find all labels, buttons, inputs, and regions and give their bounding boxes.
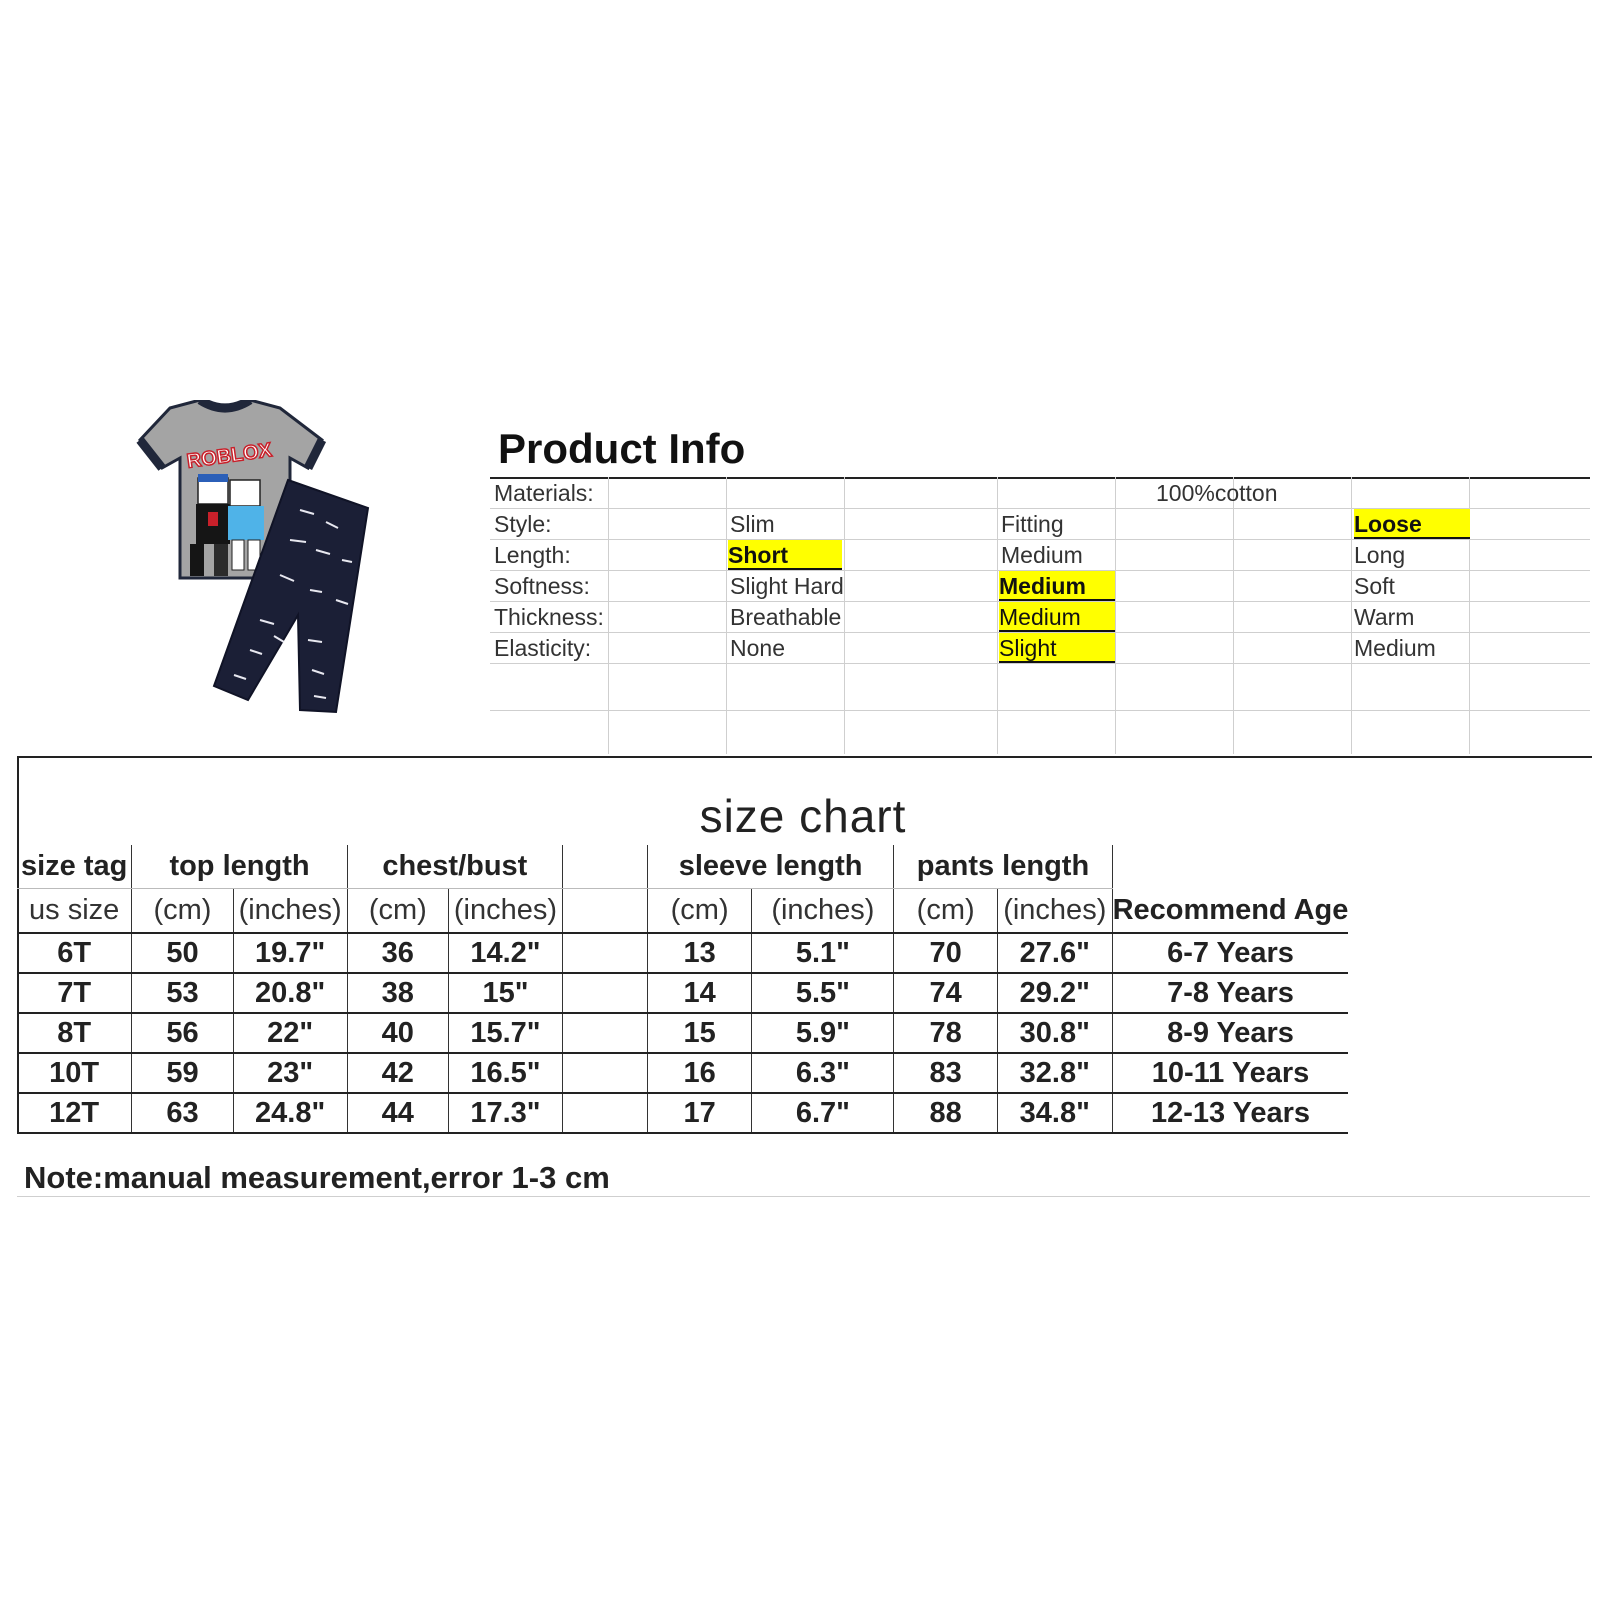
top-in-cell: 20.8" bbox=[233, 973, 347, 1013]
length-option-long: Long bbox=[1354, 542, 1406, 568]
note-divider bbox=[17, 1196, 1590, 1197]
unit-pants-cm: (cm) bbox=[894, 889, 998, 934]
unit-sleeve-cm: (cm) bbox=[647, 889, 752, 934]
sleeve-cm-cell: 14 bbox=[647, 973, 752, 1013]
materials-label: Materials: bbox=[494, 480, 594, 506]
header-pants-length: pants length bbox=[894, 845, 1112, 889]
pajama-set-image bbox=[130, 400, 390, 740]
chest-in-cell: 14.2" bbox=[448, 933, 562, 973]
grid-line bbox=[1233, 477, 1234, 754]
grid-line bbox=[997, 477, 998, 754]
style-option-loose-selected: Loose bbox=[1354, 509, 1470, 539]
softness-option-medium-selected: Medium bbox=[999, 571, 1115, 601]
size-chart-group-header-row bbox=[17, 845, 1600, 889]
size-chart-unit-header-row bbox=[17, 889, 1600, 934]
chest-cm-cell: 44 bbox=[347, 1093, 448, 1133]
unit-empty bbox=[563, 889, 648, 934]
elasticity-option-none: None bbox=[730, 635, 785, 661]
size-cell: 7T bbox=[17, 973, 132, 1013]
top-cm-cell: 50 bbox=[132, 933, 233, 973]
sleeve-cm-cell: 16 bbox=[647, 1053, 752, 1093]
unit-us-size: us size bbox=[17, 889, 132, 934]
empty-cell bbox=[563, 1053, 648, 1093]
pants-cm-cell: 74 bbox=[894, 973, 998, 1013]
pants-in-cell: 34.8" bbox=[997, 1093, 1112, 1133]
top-in-cell: 23" bbox=[233, 1053, 347, 1093]
top-in-cell: 24.8" bbox=[233, 1093, 347, 1133]
header-chest-bust: chest/bust bbox=[347, 845, 562, 889]
length-option-short-selected: Short bbox=[728, 540, 842, 570]
pants-in-cell: 27.6" bbox=[997, 933, 1112, 973]
roblox-logo-text: ROBLOX bbox=[185, 439, 274, 473]
measurement-note: Note:manual measurement,error 1-3 cm bbox=[24, 1160, 610, 1195]
chest-in-cell: 15" bbox=[448, 973, 562, 1013]
empty-cell bbox=[563, 973, 648, 1013]
sleeve-cm-cell: 13 bbox=[647, 933, 752, 973]
table-row bbox=[17, 1013, 1600, 1053]
product-info-title: Product Info bbox=[498, 425, 746, 472]
chest-cm-cell: 42 bbox=[347, 1053, 448, 1093]
style-option-fitting: Fitting bbox=[1001, 511, 1064, 537]
sleeve-in-cell: 6.3" bbox=[752, 1053, 894, 1093]
pants-cm-cell: 88 bbox=[894, 1093, 998, 1133]
table-row bbox=[17, 1093, 1600, 1133]
unit-sleeve-inches: (inches) bbox=[752, 889, 894, 934]
header-age-spacer bbox=[1112, 845, 1348, 889]
chest-in-cell: 16.5" bbox=[448, 1053, 562, 1093]
unit-top-cm: (cm) bbox=[132, 889, 233, 934]
grid-line bbox=[844, 477, 845, 754]
length-label: Length: bbox=[494, 542, 571, 568]
product-info-grid bbox=[490, 477, 1590, 754]
pants-cm-cell: 83 bbox=[894, 1053, 998, 1093]
header-empty bbox=[563, 845, 648, 889]
unit-pants-inches: (inches) bbox=[997, 889, 1112, 934]
header-size-tag: size tag bbox=[17, 845, 132, 889]
thickness-option-medium-selected: Medium bbox=[999, 602, 1115, 632]
thickness-label: Thickness: bbox=[494, 604, 604, 630]
top-cm-cell: 53 bbox=[132, 973, 233, 1013]
empty-cell bbox=[563, 1013, 648, 1053]
grid-line bbox=[608, 477, 609, 754]
softness-option-slight-hard: Slight Hard bbox=[730, 573, 844, 599]
size-cell: 8T bbox=[17, 1013, 132, 1053]
thickness-option-warm: Warm bbox=[1354, 604, 1415, 630]
grid-line bbox=[490, 710, 1590, 711]
grid-line bbox=[1115, 477, 1116, 754]
sleeve-cm-cell: 17 bbox=[647, 1093, 752, 1133]
size-cell: 10T bbox=[17, 1053, 132, 1093]
unit-chest-cm: (cm) bbox=[347, 889, 448, 934]
chest-cm-cell: 40 bbox=[347, 1013, 448, 1053]
pants-in-cell: 32.8" bbox=[997, 1053, 1112, 1093]
size-chart-title: size chart bbox=[699, 790, 907, 842]
grid-line bbox=[490, 477, 1590, 479]
age-cell: 12-13 Years bbox=[1112, 1093, 1348, 1133]
age-cell: 10-11 Years bbox=[1112, 1053, 1348, 1093]
chest-cm-cell: 38 bbox=[347, 973, 448, 1013]
style-label: Style: bbox=[494, 511, 552, 537]
table-row bbox=[17, 1053, 1600, 1093]
pants-in-cell: 30.8" bbox=[997, 1013, 1112, 1053]
thickness-option-breathable: Breathable bbox=[730, 604, 842, 630]
top-cm-cell: 59 bbox=[132, 1053, 233, 1093]
table-row bbox=[17, 933, 1600, 973]
sleeve-in-cell: 5.9" bbox=[752, 1013, 894, 1053]
age-cell: 7-8 Years bbox=[1112, 973, 1348, 1013]
chest-in-cell: 17.3" bbox=[448, 1093, 562, 1133]
empty-cell bbox=[563, 933, 648, 973]
top-in-cell: 22" bbox=[233, 1013, 347, 1053]
sleeve-in-cell: 5.5" bbox=[752, 973, 894, 1013]
table-row bbox=[17, 973, 1600, 1013]
grid-line bbox=[490, 663, 1590, 664]
chest-in-cell: 15.7" bbox=[448, 1013, 562, 1053]
sleeve-in-cell: 5.1" bbox=[752, 933, 894, 973]
unit-chest-inches: (inches) bbox=[448, 889, 562, 934]
pants-cm-cell: 70 bbox=[894, 933, 998, 973]
materials-value: 100%cotton bbox=[1156, 480, 1278, 506]
header-sleeve-length: sleeve length bbox=[647, 845, 894, 889]
empty-cell bbox=[563, 1093, 648, 1133]
top-cm-cell: 56 bbox=[132, 1013, 233, 1053]
style-option-slim: Slim bbox=[730, 511, 775, 537]
top-cm-cell: 63 bbox=[132, 1093, 233, 1133]
age-cell: 8-9 Years bbox=[1112, 1013, 1348, 1053]
sleeve-in-cell: 6.7" bbox=[752, 1093, 894, 1133]
softness-label: Softness: bbox=[494, 573, 590, 599]
elasticity-label: Elasticity: bbox=[494, 635, 592, 661]
size-cell: 12T bbox=[17, 1093, 132, 1133]
elasticity-option-medium: Medium bbox=[1354, 635, 1436, 661]
unit-top-inches: (inches) bbox=[233, 889, 347, 934]
header-recommend-age: Recommend Age bbox=[1112, 889, 1348, 934]
chest-cm-cell: 36 bbox=[347, 933, 448, 973]
top-in-cell: 19.7" bbox=[233, 933, 347, 973]
pants-in-cell: 29.2" bbox=[997, 973, 1112, 1013]
size-chart-table bbox=[17, 845, 1600, 1134]
grid-line bbox=[726, 477, 727, 754]
size-cell: 6T bbox=[17, 933, 132, 973]
age-cell: 6-7 Years bbox=[1112, 933, 1348, 973]
header-top-length: top length bbox=[132, 845, 347, 889]
elasticity-option-slight-selected: Slight bbox=[999, 633, 1115, 663]
pants-cm-cell: 78 bbox=[894, 1013, 998, 1053]
softness-option-soft: Soft bbox=[1354, 573, 1395, 599]
length-option-medium: Medium bbox=[1001, 542, 1083, 568]
sleeve-cm-cell: 15 bbox=[647, 1013, 752, 1053]
grid-line bbox=[1351, 477, 1352, 754]
